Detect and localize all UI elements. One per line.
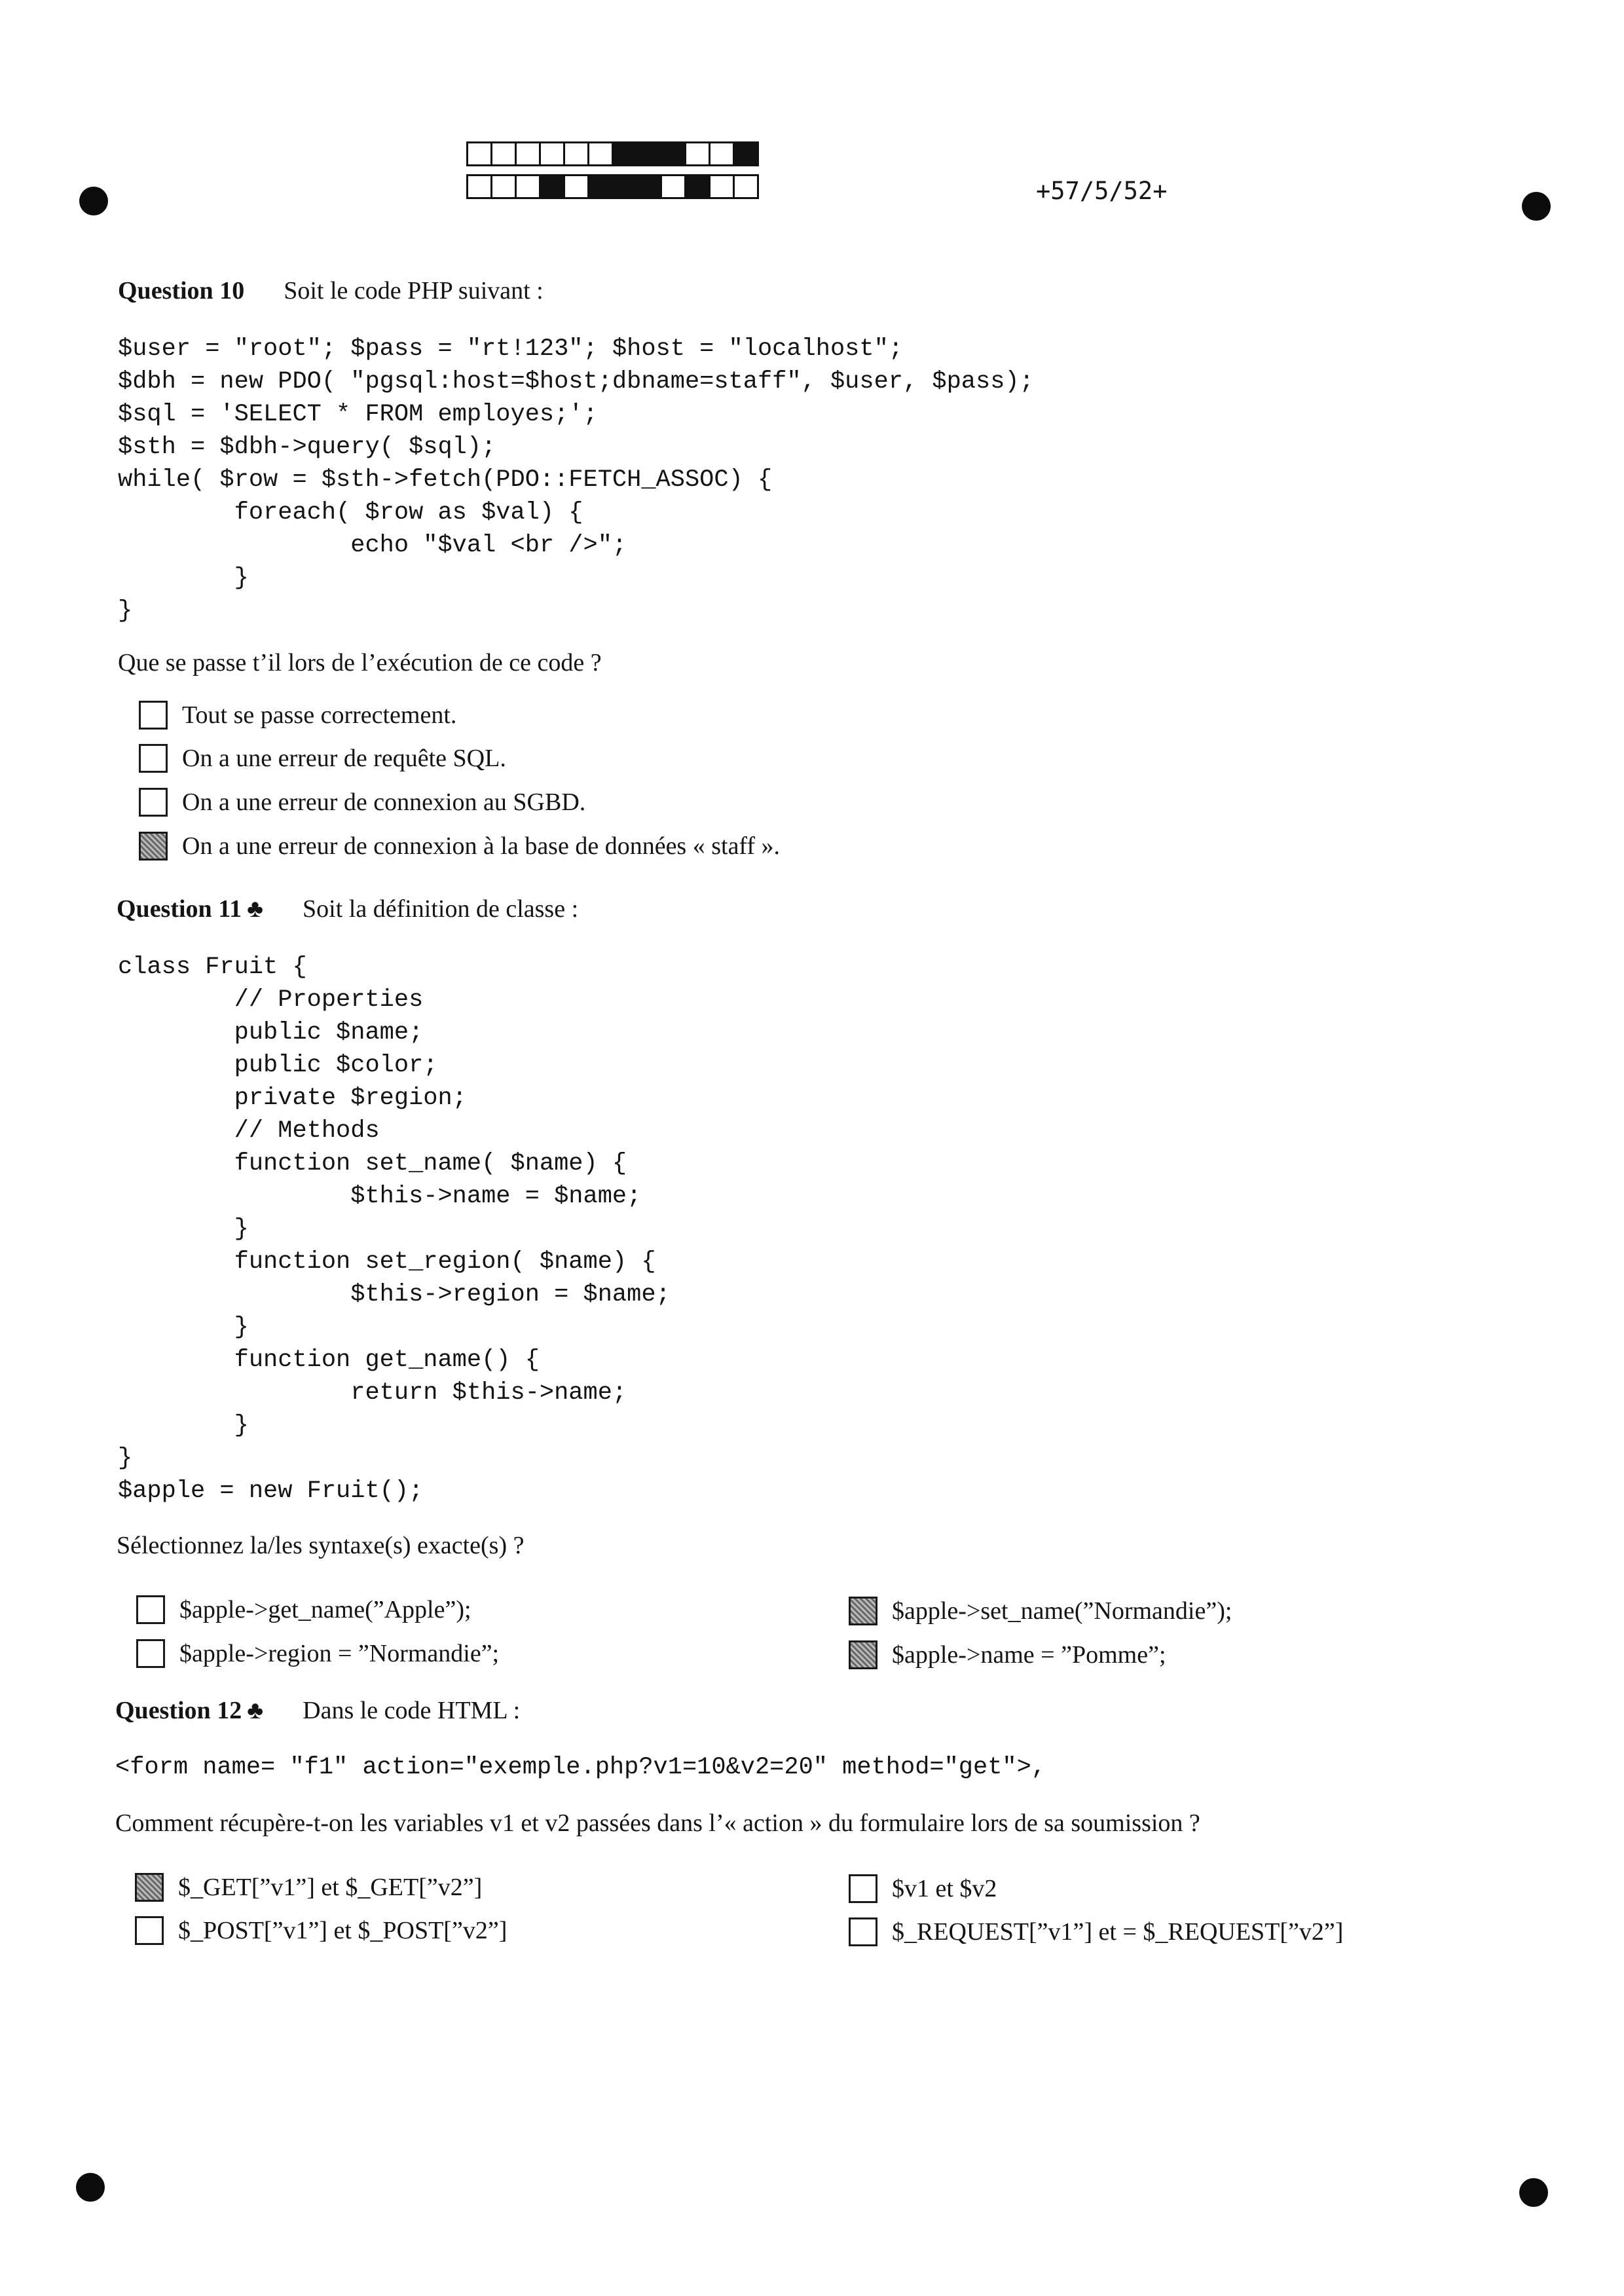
q12-option-1[interactable] xyxy=(135,1873,482,1902)
club-icon: ♣ xyxy=(247,1697,264,1724)
option-label: $v1 et $v2 xyxy=(892,1875,997,1902)
barcode-top-row xyxy=(468,141,759,166)
q10-option-1[interactable] xyxy=(139,701,456,730)
question-11-code: class Fruit { // Properties public $name; public $color; private $region; // Methods function set_name( $name) { $this->name = $name; } function set_region( $name) { $this->region = $name; } function get_name() { return $this->name; } } $apple = new Fruit(); xyxy=(118,954,671,1505)
q12-option-3[interactable] xyxy=(849,1874,997,1903)
q11-option-1[interactable] xyxy=(136,1595,471,1624)
question-11-prompt: Soit la définition de classe : xyxy=(303,895,579,923)
barcode-cell-empty xyxy=(539,141,565,166)
question-11-text: Sélectionnez la/les syntaxe(s) exacte(s) ? xyxy=(117,1532,525,1559)
q10-option-3[interactable] xyxy=(139,788,585,817)
barcode-cell-empty xyxy=(515,141,541,166)
registration-mark-bottom-left xyxy=(76,2173,105,2202)
option-label: $_REQUEST[”v1”] et = $_REQUEST[”v2”] xyxy=(892,1918,1344,1946)
option-label: $apple->name = ”Pomme”; xyxy=(892,1641,1166,1669)
barcode-cell-empty xyxy=(563,174,589,199)
q12-option-4[interactable] xyxy=(849,1917,1343,1946)
checkbox-checked[interactable] xyxy=(849,1640,877,1669)
checkbox-checked[interactable] xyxy=(135,1873,164,1902)
registration-mark-top-left xyxy=(79,187,108,215)
registration-mark-bottom-right xyxy=(1519,2178,1548,2207)
barcode-cell-empty xyxy=(466,141,492,166)
option-label: $apple->get_name(”Apple”); xyxy=(179,1596,471,1623)
checkbox[interactable] xyxy=(139,788,168,817)
barcode-cell-empty xyxy=(466,174,492,199)
checkbox-checked[interactable] xyxy=(849,1597,877,1625)
barcode-cell-empty xyxy=(490,141,517,166)
checkbox[interactable] xyxy=(849,1917,877,1946)
barcode-cell-filled xyxy=(733,141,759,166)
question-10-text: Que se passe t’il lors de l’exécution de ce code ? xyxy=(118,649,602,676)
barcode-cell-filled xyxy=(636,174,662,199)
question-12-text: Comment récupère-t-on les variables v1 et v2 passées dans l’« action » du formulaire lors de sa soumission ? xyxy=(115,1809,1200,1837)
barcode-cell-filled xyxy=(660,141,686,166)
question-12-number: Question 12 xyxy=(115,1697,242,1724)
question-10-prompt: Soit le code PHP suivant : xyxy=(284,277,544,305)
question-11-header xyxy=(117,895,578,923)
barcode-cell-empty xyxy=(733,174,759,199)
q10-option-4[interactable] xyxy=(139,832,780,861)
barcode-cell-filled xyxy=(684,174,710,199)
club-icon: ♣ xyxy=(247,895,264,923)
barcode-cell-filled xyxy=(636,141,662,166)
checkbox[interactable] xyxy=(849,1874,877,1903)
barcode-cell-empty xyxy=(709,174,735,199)
checkbox[interactable] xyxy=(139,744,168,773)
question-12-header xyxy=(115,1696,520,1725)
barcode-cell-filled xyxy=(612,174,638,199)
checkbox-checked[interactable] xyxy=(139,832,168,861)
option-label: On a une erreur de requête SQL. xyxy=(182,745,506,772)
barcode-cell-empty xyxy=(515,174,541,199)
question-11-number: Question 11 xyxy=(117,895,242,923)
q11-option-2[interactable] xyxy=(136,1639,499,1668)
barcode-cell-empty xyxy=(684,141,710,166)
option-label: Tout se passe correctement. xyxy=(182,701,457,729)
question-10-number: Question 10 xyxy=(118,277,245,305)
option-label: $_POST[”v1”] et $_POST[”v2”] xyxy=(178,1917,507,1944)
question-12-prompt: Dans le code HTML : xyxy=(303,1697,521,1724)
q11-option-4[interactable] xyxy=(849,1640,1166,1669)
registration-mark-top-right xyxy=(1522,192,1551,221)
barcode-cell-filled xyxy=(612,141,638,166)
checkbox[interactable] xyxy=(139,701,168,730)
q12-option-2[interactable] xyxy=(135,1916,507,1945)
barcode-cell-empty xyxy=(563,141,589,166)
question-12-code: <form name= "f1" action="exemple.php?v1=10&v2=20" method="get">, xyxy=(115,1754,1046,1781)
barcode-cell-empty xyxy=(587,141,614,166)
barcode-cell-filled xyxy=(587,174,614,199)
q11-option-3[interactable] xyxy=(849,1597,1232,1625)
barcode-cell-empty xyxy=(709,141,735,166)
page-id: +57/5/52+ xyxy=(1036,177,1168,205)
option-label: $apple->set_name(”Normandie”); xyxy=(892,1597,1232,1625)
q10-option-2[interactable] xyxy=(139,744,506,773)
option-label: $apple->region = ”Normandie”; xyxy=(179,1640,500,1667)
checkbox[interactable] xyxy=(136,1595,165,1624)
question-10-header xyxy=(118,276,544,305)
option-label: On a une erreur de connexion à la base de données « staff ». xyxy=(182,832,781,860)
barcode-cell-empty xyxy=(490,174,517,199)
option-label: $_GET[”v1”] et $_GET[”v2”] xyxy=(178,1874,483,1901)
barcode-cell-filled xyxy=(539,174,565,199)
barcode-bottom-row xyxy=(468,174,759,199)
checkbox[interactable] xyxy=(136,1639,165,1668)
checkbox[interactable] xyxy=(135,1916,164,1945)
option-label: On a une erreur de connexion au SGBD. xyxy=(182,788,586,816)
barcode-cell-empty xyxy=(660,174,686,199)
question-10-code: $user = "root"; $pass = "rt!123"; $host = "localhost"; $dbh = new PDO( "pgsql:host=$host;dbname=staff", $user, $pass); $sql = 'SELECT * FROM employes;'; $sth = $dbh->query( $sql); while( $row = $sth->fetch(PDO::FETCH_ASSOC) { foreach( $row as $val) { echo "$val <br />"; } } xyxy=(118,335,1034,625)
